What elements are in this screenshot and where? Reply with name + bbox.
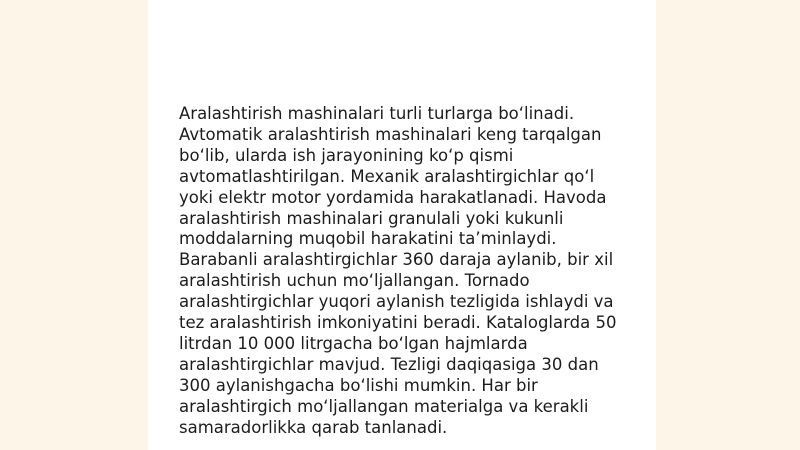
paragraph-line: moddalarning muqobil harakatini ta’minlaydi. [179,229,557,249]
document-page [148,0,656,450]
paragraph-line: aralashtirish mashinalari granulali yoki kukunli [179,208,564,228]
paragraph-line: 300 aylanishgacha bo‘lishi mumkin. Har bir [179,375,538,395]
body-paragraph [179,104,659,439]
paragraph-line: aralashtirgichlar mavjud. Tezligi daqiqasiga 30 dan [179,354,599,374]
paragraph-line: Avtomatik aralashtirish mashinalari keng tarqalgan [179,124,602,144]
paragraph-line: aralashtirish uchun mo‘ljallangan. Tornado [179,271,530,291]
paragraph-line: litrdan 10 000 litrgacha bo‘lgan hajmlarda [179,333,528,353]
paragraph-line: Barabanli aralashtirgichlar 360 daraja aylanib, bir xil [179,250,614,270]
paragraph-line: aralashtirgichlar yuqori aylanish tezligida ishlaydi va [179,292,614,312]
paragraph-line: yoki elektr motor yordamida harakatlanadi. Havoda [179,187,607,207]
paragraph-line: tez aralashtirish imkoniyatini beradi. Kataloglarda 50 [179,313,617,333]
paragraph-line: samaradorlikka qarab tanlanadi. [179,417,448,437]
paragraph-line: avtomatlashtirilgan. Mexanik aralashtirgichlar qo‘l [179,166,595,186]
paragraph-line: aralashtirgich mo‘ljallangan materialga va kerakli [179,396,589,416]
paragraph-line: Aralashtirish mashinalari turli turlarga bo‘linadi. [179,104,575,123]
paragraph-line: bo‘lib, ularda ish jarayonining ko‘p qismi [179,145,514,165]
